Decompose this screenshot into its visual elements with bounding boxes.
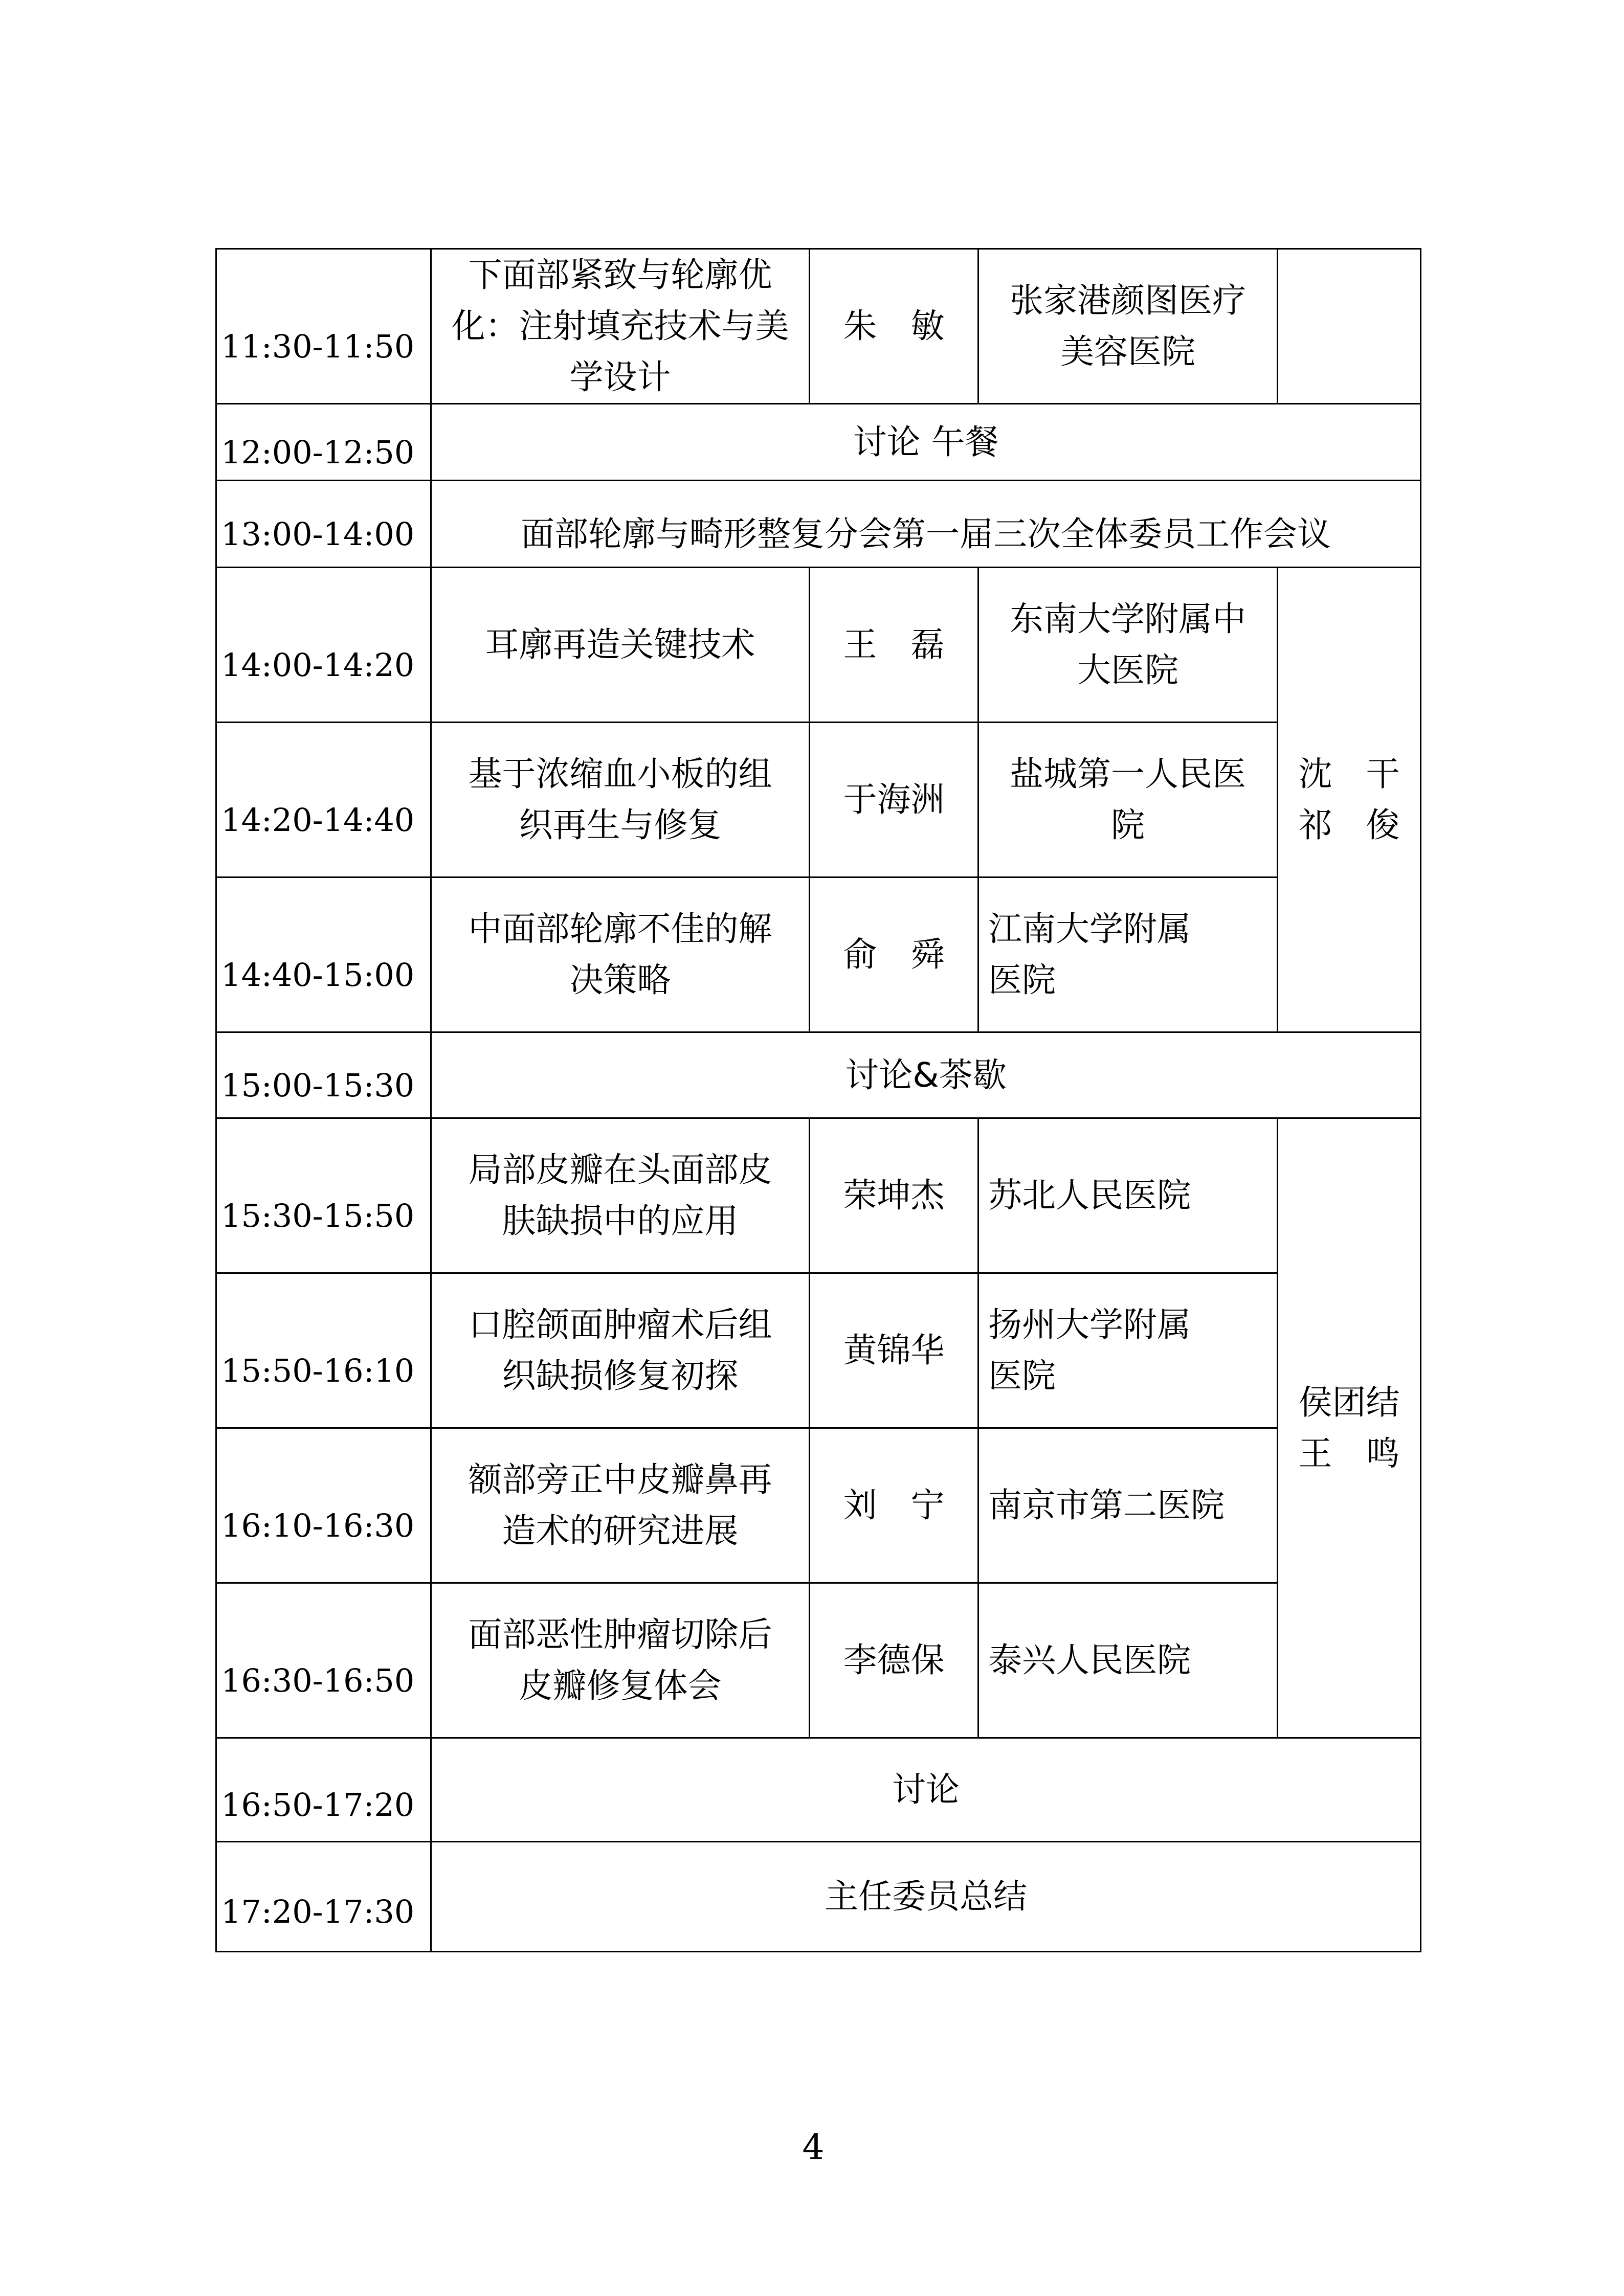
table-row <box>216 1583 1421 1738</box>
table-row <box>216 568 1421 723</box>
time-cell: 16:30-16:50 <box>216 1583 431 1738</box>
institution-cell: 东南大学附属中 大医院 <box>978 568 1278 723</box>
institution-cell: 南京市第二医院 <box>978 1428 1278 1583</box>
time-cell: 16:50-17:20 <box>216 1738 431 1842</box>
moderator-cell <box>1278 249 1421 404</box>
time-cell: 14:40-15:00 <box>216 877 431 1032</box>
schedule-table <box>215 248 1421 1952</box>
table-row <box>216 404 1421 481</box>
topic-cell: 面部恶性肿瘤切除后 皮瓣修复体会 <box>431 1583 810 1738</box>
table-row <box>216 249 1421 404</box>
table-row <box>216 1118 1421 1273</box>
table-row <box>216 1842 1421 1952</box>
time-cell: 11:30-11:50 <box>216 249 431 404</box>
time-cell: 14:00-14:20 <box>216 568 431 723</box>
moderator-cell: 沈 干 祁 俊 <box>1278 568 1421 1032</box>
speaker-cell: 荣坤杰 <box>810 1118 978 1273</box>
topic-cell: 口腔颌面肿瘤术后组 织缺损修复初探 <box>431 1273 810 1428</box>
page-number: 4 <box>802 2127 825 2168</box>
institution-cell: 盐城第一人民医 院 <box>978 723 1278 877</box>
moderator-cell: 侯团结 王 鸣 <box>1278 1118 1421 1738</box>
speaker-cell: 俞 舜 <box>810 877 978 1032</box>
topic-cell: 额部旁正中皮瓣鼻再 造术的研究进展 <box>431 1428 810 1583</box>
topic-cell: 中面部轮廓不佳的解 决策略 <box>431 877 810 1032</box>
table-row <box>216 1738 1421 1842</box>
speaker-cell: 刘 宁 <box>810 1428 978 1583</box>
session-note: 主任委员总结 <box>431 1842 1421 1952</box>
time-cell: 13:00-14:00 <box>216 481 431 568</box>
time-cell: 14:20-14:40 <box>216 723 431 877</box>
speaker-cell: 王 磊 <box>810 568 978 723</box>
table-row <box>216 481 1421 568</box>
table-row <box>216 723 1421 877</box>
time-cell: 16:10-16:30 <box>216 1428 431 1583</box>
topic-cell: 基于浓缩血小板的组 织再生与修复 <box>431 723 810 877</box>
session-note: 讨论 <box>431 1738 1421 1842</box>
topic-cell: 耳廓再造关键技术 <box>431 568 810 723</box>
session-note: 讨论&茶歇 <box>431 1032 1421 1118</box>
table-row <box>216 1273 1421 1428</box>
table-row <box>216 1428 1421 1583</box>
time-cell: 17:20-17:30 <box>216 1842 431 1952</box>
institution-cell: 江南大学附属 医院 <box>978 877 1278 1032</box>
table-row <box>216 1032 1421 1118</box>
topic-cell: 局部皮瓣在头面部皮 肤缺损中的应用 <box>431 1118 810 1273</box>
session-note: 面部轮廓与畸形整复分会第一届三次全体委员工作会议 <box>431 481 1421 568</box>
speaker-cell: 于海洲 <box>810 723 978 877</box>
time-cell: 15:30-15:50 <box>216 1118 431 1273</box>
table-row <box>216 877 1421 1032</box>
institution-cell: 苏北人民医院 <box>978 1118 1278 1273</box>
institution-cell: 泰兴人民医院 <box>978 1583 1278 1738</box>
topic-cell: 下面部紧致与轮廓优 化：注射填充技术与美 学设计 <box>431 249 810 404</box>
time-cell: 12:00-12:50 <box>216 404 431 481</box>
institution-cell: 扬州大学附属 医院 <box>978 1273 1278 1428</box>
institution-cell: 张家港颜图医疗 美容医院 <box>978 249 1278 404</box>
session-note: 讨论 午餐 <box>431 404 1421 481</box>
speaker-cell: 朱 敏 <box>810 249 978 404</box>
speaker-cell: 李德保 <box>810 1583 978 1738</box>
speaker-cell: 黄锦华 <box>810 1273 978 1428</box>
time-cell: 15:50-16:10 <box>216 1273 431 1428</box>
time-cell: 15:00-15:30 <box>216 1032 431 1118</box>
